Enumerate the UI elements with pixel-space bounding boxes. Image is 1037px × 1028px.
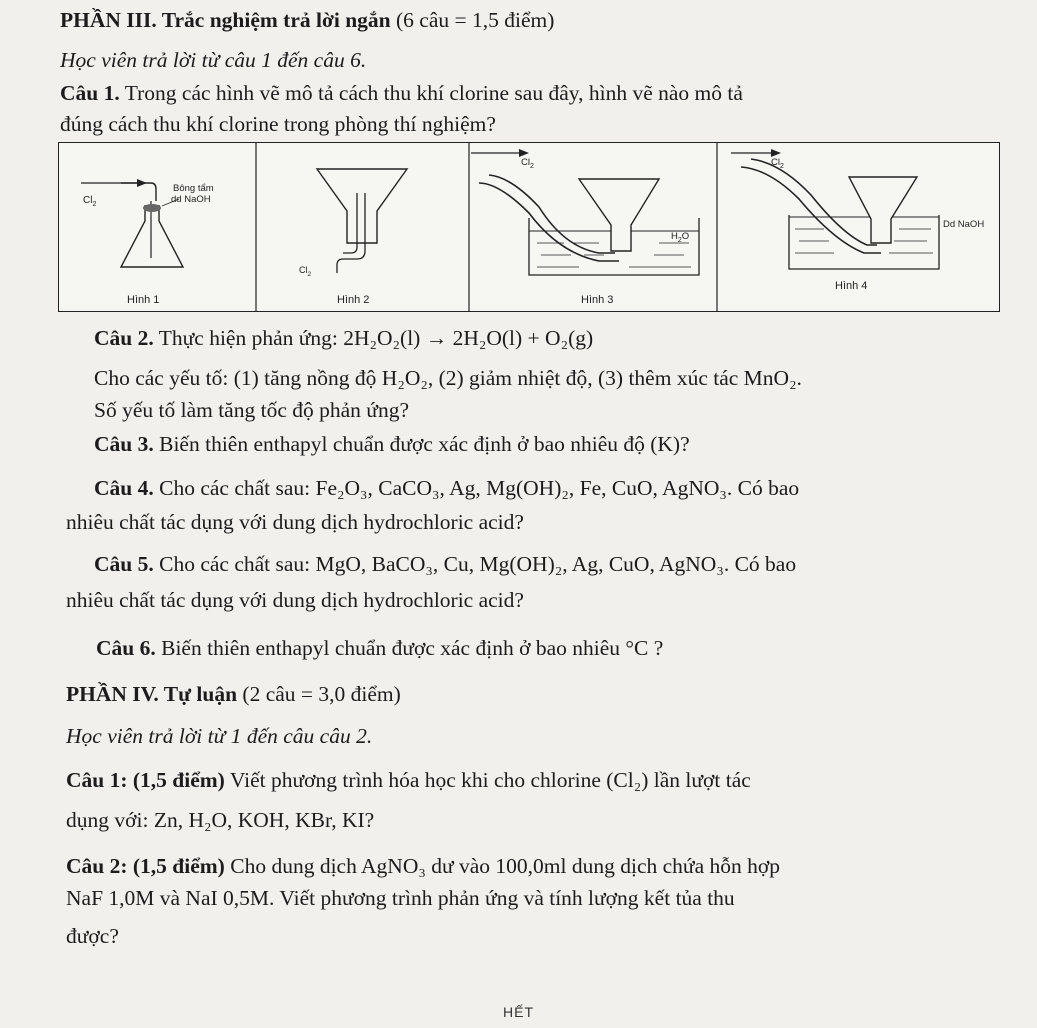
part3-instruction: Học viên trả lời từ câu 1 đến câu 6. xyxy=(60,48,367,72)
p4-q2-label: Câu 2: (1,5 điểm) xyxy=(66,854,225,878)
p3-q6-label: Câu 6. xyxy=(96,636,156,660)
p3-q2-line3: Số yếu tố làm tăng tốc độ phản ứng? xyxy=(94,398,409,422)
p4-q2-text: Cho dung dịch AgNO₃ dư vào 100,0ml dung dịch chứa hỗn hợp xyxy=(230,854,780,878)
p3-q1-text: Trong các hình vẽ mô tả cách thu khí clorine sau đây, hình vẽ nào mô tả xyxy=(124,81,743,105)
cotton-label-2: dd NaOH xyxy=(171,194,211,205)
p3-q5-text: Cho các chất sau: MgO, BaCO₃, Cu, Mg(OH)₂, Ag, CuO, AgNO₃. Có bao xyxy=(159,552,797,576)
p3-q2-equation: 2H₂O₂(l) → 2H₂O(l) + O₂(g) xyxy=(343,326,594,350)
p3-q4-line2: nhiêu chất tác dụng với dung dịch hydrochloric acid? xyxy=(66,510,524,534)
footer-end-mark: HẾT xyxy=(503,1004,534,1020)
p4-q1-label: Câu 1: (1,5 điểm) xyxy=(66,768,225,792)
p3-q5-label: Câu 5. xyxy=(94,552,154,576)
part4-instruction: Học viên trả lời từ 1 đến câu câu 2. xyxy=(66,724,373,748)
p4-q1-line2: dụng với: Zn, H₂O, KOH, KBr, KI? xyxy=(66,808,375,832)
p3-q2-text: Thực hiện phản ứng: xyxy=(158,326,344,350)
part3-heading: PHẦN III. Trắc nghiệm trả lời ngắn xyxy=(60,8,391,32)
p4-q1-text: Viết phương trình hóa học khi cho chlorine (Cl₂) lần lượt tác xyxy=(229,768,751,792)
part3-heading-line xyxy=(60,6,554,34)
p3-q1-label: Câu 1. xyxy=(60,81,120,105)
naoh-label: Dd NaOH xyxy=(943,219,985,230)
h3-cl2-label: $Cl_2$ xyxy=(521,157,534,170)
h3-water-label: $H_2O$ xyxy=(671,231,690,244)
p3-q4-text: Cho các chất sau: Fe₂O₃, CaCO₃, Ag, Mg(OH)₂, Fe, CuO, AgNO₃. Có bao xyxy=(159,476,800,500)
hinh-1-drawing xyxy=(81,179,214,306)
p3-q4-label: Câu 4. xyxy=(94,476,154,500)
hinh-3-drawing xyxy=(471,149,699,306)
p3-q2-line1 xyxy=(94,324,593,352)
clorine-collection-figure xyxy=(58,142,1000,312)
part3-score: (6 câu = 1,5 điểm) xyxy=(396,8,555,32)
p3-q3-line xyxy=(94,430,690,458)
p3-q5-line1 xyxy=(94,550,796,578)
p3-q3-text: Biến thiên enthapyl chuẩn được xác định ở bao nhiêu độ (K)? xyxy=(159,432,690,456)
hinh-4-drawing xyxy=(731,149,984,292)
p3-q5-line2: nhiêu chất tác dụng với dung dịch hydrochloric acid? xyxy=(66,588,524,612)
p3-q1-line1 xyxy=(60,79,743,107)
p4-q2-line1 xyxy=(66,852,780,880)
p3-q2-line2: Cho các yếu tố: (1) tăng nồng độ H₂O₂, (2) giảm nhiệt độ, (3) thêm xúc tác MnO₂. xyxy=(94,366,802,390)
p3-q1-line2: đúng cách thu khí clorine trong phòng thí nghiệm? xyxy=(60,112,496,136)
p4-q2-line3: được? xyxy=(66,924,119,948)
hinh-4-label: Hình 4 xyxy=(835,280,868,292)
h2-cl2-label: $Cl_2$ xyxy=(299,265,312,278)
h1-cl2-label: $Cl_2$ xyxy=(83,195,97,208)
p3-q6-line xyxy=(96,634,663,662)
p4-q2-line2: NaF 1,0M và NaI 0,5M. Viết phương trình phản ứng và tính lượng kết tủa thu xyxy=(66,886,735,910)
hinh-1-label: Hình 1 xyxy=(127,294,160,306)
p3-q6-text: Biến thiên enthapyl chuẩn được xác định ở bao nhiêu °C ? xyxy=(161,636,664,660)
p3-q4-line1 xyxy=(94,474,799,502)
p4-q1-line1 xyxy=(66,766,751,794)
cotton-label-1: Bông tẩm xyxy=(173,183,214,194)
p3-q3-label: Câu 3. xyxy=(94,432,154,456)
figure-svg xyxy=(59,143,999,311)
hinh-2-drawing xyxy=(299,169,407,306)
part4-heading-line xyxy=(66,680,401,708)
hinh-2-label: Hình 2 xyxy=(337,294,370,306)
hinh-3-label: Hình 3 xyxy=(581,294,614,306)
p3-q2-label: Câu 2. xyxy=(94,326,154,350)
part4-heading: PHẦN IV. Tự luận xyxy=(66,682,238,706)
h4-cl2-label: $Cl_2$ xyxy=(771,157,784,170)
part4-score: (2 câu = 3,0 điểm) xyxy=(242,682,401,706)
